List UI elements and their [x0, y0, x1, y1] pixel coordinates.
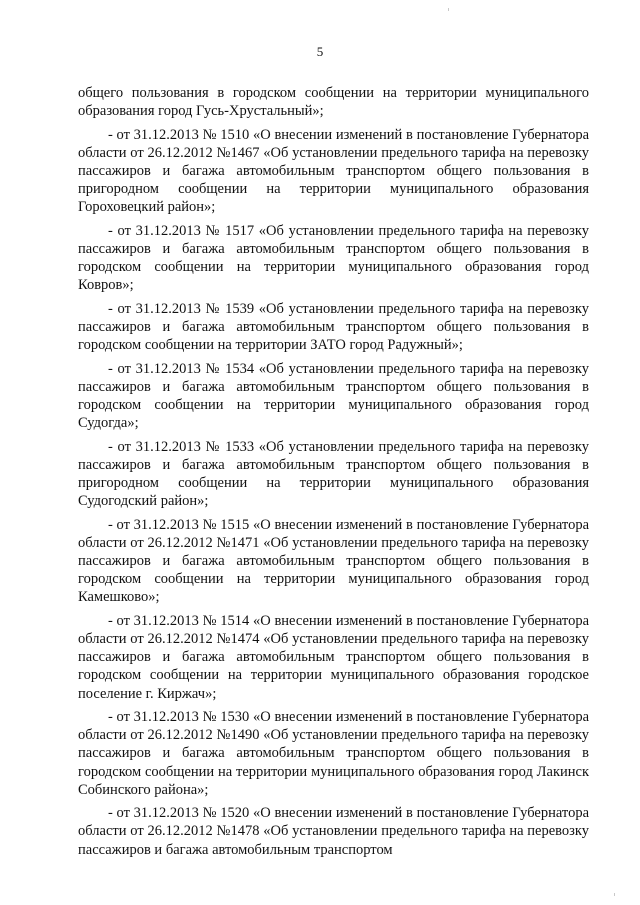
list-item-decree-1514: - от 31.12.2013 № 1514 «О внесении изменений в постановление Губернатора области от 26.12.2012 №1474 «Об установлении предельного тарифа на перевозку пассажиров и багажа автомобильным транспортом общего пользования в городском сообщении на территории муниципального образования городское поселение г. Киржач»;: [78, 612, 589, 702]
list-item-decree-1530: - от 31.12.2013 № 1530 «О внесении изменений в постановление Губернатора области от 26.12.2012 №1490 «Об установлении предельного тарифа на перевозку пассажиров и багажа автомобильным транспортом общего пользования в городском сообщении на территории муниципального образования город Лакинск Собинского района»;: [78, 709, 589, 798]
paragraph-continuation: общего пользования в городском сообщении на территории муниципального образования город Гусь-Хрустальный»;: [78, 85, 589, 120]
list-item-decree-1520: - от 31.12.2013 № 1520 «О внесении изменений в постановление Губернатора области от 26.12.2012 №1478 «Об установлении предельного тарифа на перевозку пассажиров и багажа автомобильным транспортом: [78, 805, 589, 858]
list-item-decree-1517: - от 31.12.2013 № 1517 «Об установлении предельного тарифа на перевозку пассажиров и багажа автомобильным транспортом общего пользования в городском сообщении на территории муниципального образования город Ковров»;: [78, 222, 589, 294]
list-item-decree-1539: - от 31.12.2013 № 1539 «Об установлении предельного тарифа на перевозку пассажиров и багажа автомобильным транспортом общего пользования в городском сообщении на территории ЗАТО город Радужный»;: [78, 300, 589, 354]
scan-artifact-bottom: [614, 893, 615, 896]
list-item-decree-1515: - от 31.12.2013 № 1515 «О внесении изменений в постановление Губернатора области от 26.12.2012 №1471 «Об установлении предельного тарифа на перевозку пассажиров и багажа автомобильным транспортом общего пользования в городском сообщении на территории муниципального образования город Камешково»;: [78, 516, 589, 606]
scan-artifact-top: [448, 8, 449, 11]
list-item-decree-1534: - от 31.12.2013 № 1534 «Об установлении предельного тарифа на перевозку пассажиров и багажа автомобильным транспортом общего пользования в городском сообщении на территории муниципального образования город Судогда»;: [78, 360, 589, 432]
list-item-decree-1533: - от 31.12.2013 № 1533 «Об установлении предельного тарифа на перевозку пассажиров и багажа автомобильным транспортом общего пользования в пригородном сообщении на территории муниципального образования Судогодский район»;: [78, 438, 589, 510]
document-body: [78, 84, 589, 864]
page-number: 5: [316, 44, 324, 59]
list-item-decree-1510: - от 31.12.2013 № 1510 «О внесении изменений в постановление Губернатора области от 26.12.2012 №1467 «Об установлении предельного тарифа на перевозку пассажиров и багажа автомобильным транспортом общего пользования в пригородном сообщении на территории муниципального образования Гороховецкий район»;: [78, 126, 589, 216]
